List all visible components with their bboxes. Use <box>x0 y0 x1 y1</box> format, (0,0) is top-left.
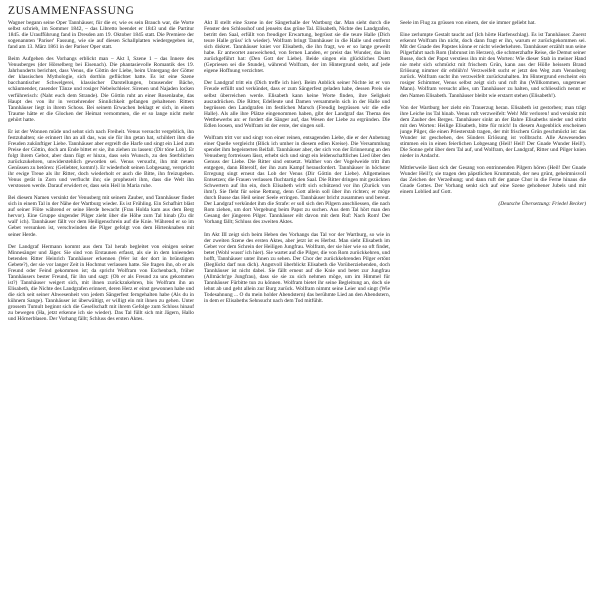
paragraph: Wolfram tritt vor und singt von einer reinen, entsagenden Liebe, die er der Anbetung einer Quelle vergleicht (Blick ich umher in diesem edlen Kreise). Die Versammlung spendet ihm begeisterten Beifall. Tannhäuser aber, der sich von der Erinnerung an den Venusberg fortreissen lässt, erhebt sich und singt ein leidenschaftliches Lied über den Genuss der Liebe. Die Ritter sind entsetzt. Walther von der Vogelweide tritt ihm entgegen, dann Biterolf, der ihn zum Kampf herausfordert. Tannhäuser in höchster Erregung singt erneut das Lob der Venus (Dir Göttin der Liebe). Allgemeines Entsetzen; die Frauen verlassen fluchtartig den Saal. Die Ritter dringen mit gezückten Schwertern auf ihn ein, doch Elisabeth wirft sich schützend vor ihn (Zurück von ihm!). Sie fleht für seine Rettung, denn Gott allein soll über ihn richten; er möge durch Busse das Heil seiner Seele erringen. Tannhäuser bricht zusammen und bereut. Der Landgraf verkündet ihm die Strafe: er soll sich den Pilgern anschliessen, die nach Rom ziehen, um dort Vergebung beim Papst zu suchen. Aus dem Tal hört man den Gesang der jüngeren Pilger. Tannhäuser eilt davon mit dem Ruf: Nach Rom! Der Vorhang fällt; Schluss des zweiten Aktes. <box>204 134 390 226</box>
paragraph: Von der Wartburg her zieht ein Trauerzug heran. Elisabeth ist gestorben; man trägt ihre Leiche ins Tal hinab. Venus ruft verzweifelt: Weh! Mir verloren! und versinkt mit dem Zauber des Berges. Tannhäuser sinkt an der Bahre Elisabeths nieder und stirbt mit den Worten: Heilige Elisabeth, bitte für mich! In diesem Augenblick erscheinen junge Pilger, die einen Priesterstab tragen, der mit frischem Grün geschmückt ist: das Wunder ist geschehen, des Sünders Erlösung ist vollbracht. Alle Anwesenden stimmen ein in einen feierlichen Lobgesang (Heil! Heil! Der Gnade Wunder Heil!). Die Sonne geht über dem Tal auf, und Wolfram, der Landgraf, Ritter und Pilger knien nieder in Andacht. <box>400 104 586 159</box>
paragraph: Akt II stellt eine Szene in der Sängerhalle der Wartburg dar. Man sieht durch die Fenster den Schlosshof und jenseits das grüne Tal. Elisabeth, Nichte des Landgrafen, betritt den Saal, erfüllt von freudiger Erwartung, begrüsst sie die teure Halle (Dich teure Halle grüss' ich wieder). Wolfram bringt Tannhäuser in die Halle und entfernt sich diskret. Tannhäuser kniet vor Elisabeth, die ihn fragt, wo er so lange geweilt habe. Er antwortet ausweichend, von fernen Landen, er preist das Wunder, das ihn zurückgeführt hat: (Den Gott der Liebe). Beide singen ein glückliches Duett (Gepriesen sei die Stunde), während Wolfram, der im Hintergrund steht, auf jede eigene Hoffnung verzichtet. <box>204 20 390 75</box>
text-column-1 <box>8 20 194 594</box>
paragraph: Wagner begann seine Oper Tannhäuser, für die er, wie es sein Brauch war, die Worte selbst schrieb, im Sommer 1842, – das Libretto beendet er 1843 und die Partitur 1845. die Uraufführung fand in Dresden am 19. Oktober 1845 statt. Die Premiere der sogenannten 'Pariser' Fassung, wie sie auf diesen Schallplatten wiedergegeben ist, fand am 13. März 1861 in der Pariser Oper statt. <box>8 20 194 51</box>
paragraph: Mittlerweile lässt sich der Gesang von entrinnenden Pilgern hören (Heil! Der Gnade Wunder Heil!); sie tragen den päpstlichen Krummstab, der neu grünt, geheimnisvoll das Zeichen der Verzeihung; und dann ruft der ganze Chor in die Ferne hinaus die Gnade Gottes. Der Vorhang senkt sich auf eine Szene gehobener Jubels und mit einem Loblied auf Gott. <box>400 164 586 196</box>
paragraph: Er ist der Wonnen müde und sehnt sich nach Freiheit. Venus versucht vergeblich, ihn festzuhalten; sie erinnert ihn an all das, was sie für ihn getan hat, schildert ihm die Freuden zukünftiger Liebe. Tannhäuser aber ergreift die Harfe und singt ein Lied zum Preise der Göttin, doch am Ende bittet er sie, ihn ziehen zu lassen: (Dir töne Lob). Er folgt ihrem Gebot, aber dann fügt er hinzu, dass sein Wunsch, zu den Sterblichen zurückzukehren, unwiderstehlich geworden sei. Venus versucht, ihn mit neuen Genüssen zu betören: (Geliebter, komm!). Er wiederholt seinen Lobgesang, verspricht ihr ewige Treue als ihr Ritter, doch wiederholt er auch die Bitte, ihn freizugeben. Venus gerät in Zorn und verflucht ihn; sie prophezeit ihm, dass die Welt ihn verstossen werde. Darauf erwidert er, dass sein Heil in Maria ruhe. <box>8 128 194 190</box>
paragraph: Beim Aufgehen des Vorhangs erblickt man – Akt I, Szene 1 – das Innere des Venusberges (der Hörselberg bei Eisenach). Die phantasievolle Romantik des 19. Jahrhunderts berichtet, dass Venus, die Göttin der Liebe, beim Untergang der Götter der klassischen Mythologie, sich dorthin geflüchtet hatte. Es ist eine Szene bacchantischer Schwelgerei, klassischer Darstellungen, brausender Bäche, schäumender, rasender Tänze und rosiger Nebelschleier. Sirenen und Najaden locken verführerisch: (Naht euch dem Strande). Die Göttin ruht an einer Rosenlaube, das Haupt des von ihr in verzehrender Sinnlichkeit gefangen gehaltenen Ritters Tannhäuser liegt in ihrem Schoss. Bei seinem Erwachen beklagt er sich, in einem Traume hätte er die Glocken der Heimat vernommen, die er so lange nicht mehr gehört hatte. <box>8 56 194 123</box>
page-title: ZUSAMMENFASSUNG <box>8 5 135 17</box>
paragraph: Seele im Flug zu grüssen von einem, der sie immer geliebt hat. <box>400 20 536 26</box>
paragraph: Eine zerlumpte Gestalt taucht auf (Ich hörte Harfenschlag). Es ist Tannhäuser. Zuerst erkennt Wolfram ihn nicht, doch dann fragt er ihn, warum er zurückgekommen sei. Mit der Gnade des Papstes könne er nicht wiederkehren. Tannhäuser erzählt nun seine Pilgerfahrt nach Rom (Inbrunst im Herzen), die schmerzhafte Reise, die Demut seiner Busse, doch der Papst verstiess ihn mit den Worten: Wie dieser Stab in meiner Hand nie mehr sich schmückt mit frischem Grün, kann aus der Hölle heissem Brand Erlösung nimmer dir erblüh'n! Verzweifelt sucht er jetzt den Weg zum Venusberg zurück. Wolfram sucht ihn verzweifelt zurückzuhalten. Im Hintergrund erscheint ein rosiger Schimmer, Venus selbst zeigt sich und ruft ihn (Willkommen, ungetreuer Mann). Wolfram versucht alles, um Tannhäuser zu halten, und schliesslich nennt er den Namen Elisabeth. Tannhäuser bleibt wie erstarrt stehen (Elisabeth!). <box>400 32 586 99</box>
translation-credit: (Deutsche Übersetzung: Friedel Becker) <box>498 201 586 208</box>
paragraph: Im Akt III zeigt sich beim Heben des Vorhangs das Tal vor der Wartburg, so wie in der zweiten Szene des ersten Aktes, aber jetzt ist es Herbst. Man sieht Elisabeth im Gebet vor dem Schrein der Heiligen Jungfrau. Wolfram, der sie hier wie so oft findet, betet (Wohl wusst' ich hier). Sie wartet auf die Pilger, die von Rom zurückkehren, und hofft, Tannhäuser unter ihnen zu sehen. Der Chor der zurückkehrenden Pilger ertönt (Beglückt darf nun dich). Angstvoll überblickt Elisabeth die Vorüberziehenden, doch Tannhäuser ist nicht dabei. Sie fällt erneut auf die Knie und betet zur Jungfrau (Allmächt'ge Jungfrau), dass sie sie zu sich nehmen möge, um im Himmel für Tannhäuser Fürbitte tun zu können. Wolfram bietet ihr seine Begleitung an, doch sie lehnt ab und geht allein zur Burg zurück. Wolfram nimmt seine Leier und singt (Wie Todesahnung ... O du mein holder Abendstern) das berühmte Lied an den Abendstern, in dem er Elisabeths Sehnsucht nach dem Tod mitfühlt. <box>204 231 390 305</box>
paragraph: Bei diesem Namen versinkt der Venusberg mit seinem Zauber, und Tannhäuser findet sich in einem Tal in der Nähe der Wartburg wieder. Es ist Frühling. Ein Schafhirt bläst auf seiner Flöte während er seine Herde bewacht (Frau Holda kam aus dem Berg hervor). Eine Gruppe singender Pilger zieht über die Höhe zum Tal hinab (Zu dir wall' ich). Tannhäuser fällt vor dem Heiligenschrein auf die Knie. Während er so im Gebet versunken ist, verschwinden die Pilger gefolgt von dem Hirtenknaben mit seiner Herde. <box>8 195 194 238</box>
text-column-3 <box>400 20 586 594</box>
paragraph: Der Landgraf Hermann kommt aus dem Tal herab begleitet von einigen seiner Minnesänger und Jäger. Sie sind von Erstaunen erfasst, als sie in dem knieenden betenden Ritter Heinrich Tannhäuser erkennen (Wer ist der dort in brünstigem Gebete?), der sie vor langer Zeit in Hochmut verlassen hatte. Sie fragen ihn, ob er als Freund oder Feind gekommen ist; da spricht Wolfram von Eschenbach, früher Tannhäusers bester Freund, für ihn und sagt: (Ob er als Freund zu uns gekommen ist?) Tannhäuser weigert sich, mit ihnen zurückzukehren, bis Wolfram ihn an Elisabeth, die Nichte des Landgrafen erinnert, deren Herz er einst gewonnen habe und die sich seit seiner Abwesenheit von jedem Sängerfest ferngehalten habe (Als du in kühnem Sange). Tannhäuser ist überwältigt, er willigt ein mit ihnen zu gehen. Unter grossem Tumult beginnt sich die Gesellschaft mit ihrem Gefolge zum Schloss hinauf zu bewegen (Ha, jetzt erkenne ich sie wieder). Das Tal füllt sich mit Jägern, Hallo und Hörnerblasen. Der Vorhang fällt; Schluss des ersten Aktes. <box>8 243 194 323</box>
paragraph: Der Landgraf tritt ein (Dich treffe ich hier). Beim Anblick seiner Nichte ist er von Freude erfüllt und verkündet, dass er zum Sängerfest geladen habe, dessen Preis sie selbst überreichen werde. Elisabeth kann keine Worte finden, ihre Seligkeit auszudrücken. Die Ritter, Edelleute und Damen versammeln sich in der Halle und begrüssen den Landgrafen im festlichen Marsch (Freudig begrüssen wir die edle Halle). Als alle ihre Plätze eingenommen haben, gibt der Landgraf das Thema des Wettbewerbs an: er fordert die Sänger auf, das Wesen der Liebe zu ergründen. Die Edlen loosen, und Wolfram ist der erste, der singen soll. <box>204 80 390 129</box>
text-column-2 <box>204 20 390 594</box>
